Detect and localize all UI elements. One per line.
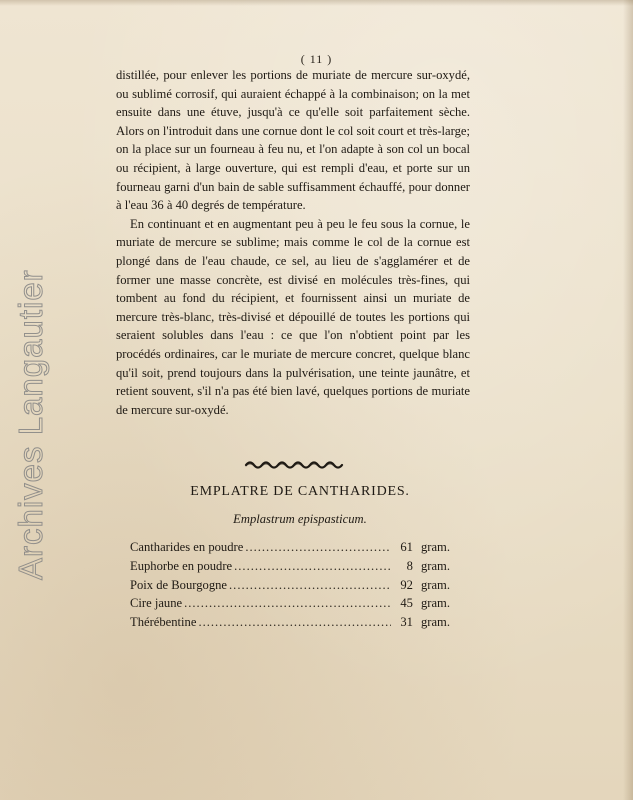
ingredient-name: Poix de Bourgogne [130,577,228,592]
ingredient-name: Euphorbe en poudre [130,558,233,573]
dot-leader [234,559,391,574]
ingredient-quantity: 92 [400,577,413,592]
dot-leader [229,578,391,593]
ingredient-unit: gram. [420,615,450,630]
ingredient-quantity: 31 [400,615,413,630]
ingredient-quantity: 61 [400,540,413,554]
paper-edge-top [0,0,633,6]
paragraph-2: En continuant et en augmentant peu à peu le feu sous la cornue, le muriate de mercure se sublime; mais comme le col de la cornue est plongé dans de l'eau chaude, ce sel, au lieu de s'agglamérer et de former une masse concrète, est divisé en molécules très-fines, qui tombent au fond du récipient, et fournissent ainsi un muriate de mercure très-blanc, très-divisé et dépouillé de toutes les portions qui seraient solubles dans l'eau : ce que l'on n'obtient point par les procédés ordinaires, car le muriate de mercure concret, quelque blanc qu'il soit, prend toujours dans la pulvérisation, une teinte jaunâtre, et retient souvent, s'il n'a pas été bien lavé, quelques portions de muriate de mercure sur-oxydé. [116,216,470,417]
recipe-subtitle: Emplastrum epispasticum. [233,512,367,526]
paper-edge-right [623,0,633,800]
ingredient-name: Thérébentine [130,615,197,630]
dot-leader [245,540,391,555]
ingredient-name: Cire jaune [130,596,183,611]
ingredient-unit: gram. [420,558,450,573]
page-number: ( 11 ) [300,52,333,66]
ingredient-unit: gram. [420,577,450,592]
ingredient-unit: gram. [420,540,450,554]
ingredient-unit: gram. [420,596,450,611]
ingredient-name: Cantharides en poudre [130,540,244,554]
ingredient-quantity: 8 [406,558,413,573]
archive-watermark: Archives Langautier [12,269,49,580]
ingredient-row [130,578,450,597]
ingredient-row [130,615,450,634]
dot-leader [198,615,391,630]
paragraph-1: distillée, pour enlever les portions de muriate de mercure sur-oxydé, ou sublimé corrosif, qui auraient échappé à la combinaison; on la met ensuite dans une étuve, jusqu'à ce qu'elle soit parfaitement sèche. Alors on l'introduit dans une cornue dont le col soit court et très-large; on la place sur un fourneau à feu nu, et l'on adapte à son col un bocal ou récipient, à large ouverture, qui est rempli d'eau, et porte sur un fourneau garni d'un bain de sable suffisamment échauffé, pour donner à l'eau 36 à 40 degrés de température. [116,68,470,213]
recipe-title: EMPLATRE DE CANTHARIDES. [190,484,410,499]
ingredient-row [130,540,450,559]
ingredient-quantity: 45 [400,596,413,611]
ingredient-row [130,596,450,615]
ingredient-row [130,559,450,578]
ingredient-list [130,540,450,634]
wavy-rule-ornament-icon [244,458,346,470]
dot-leader [184,596,391,611]
body-text [116,66,470,419]
